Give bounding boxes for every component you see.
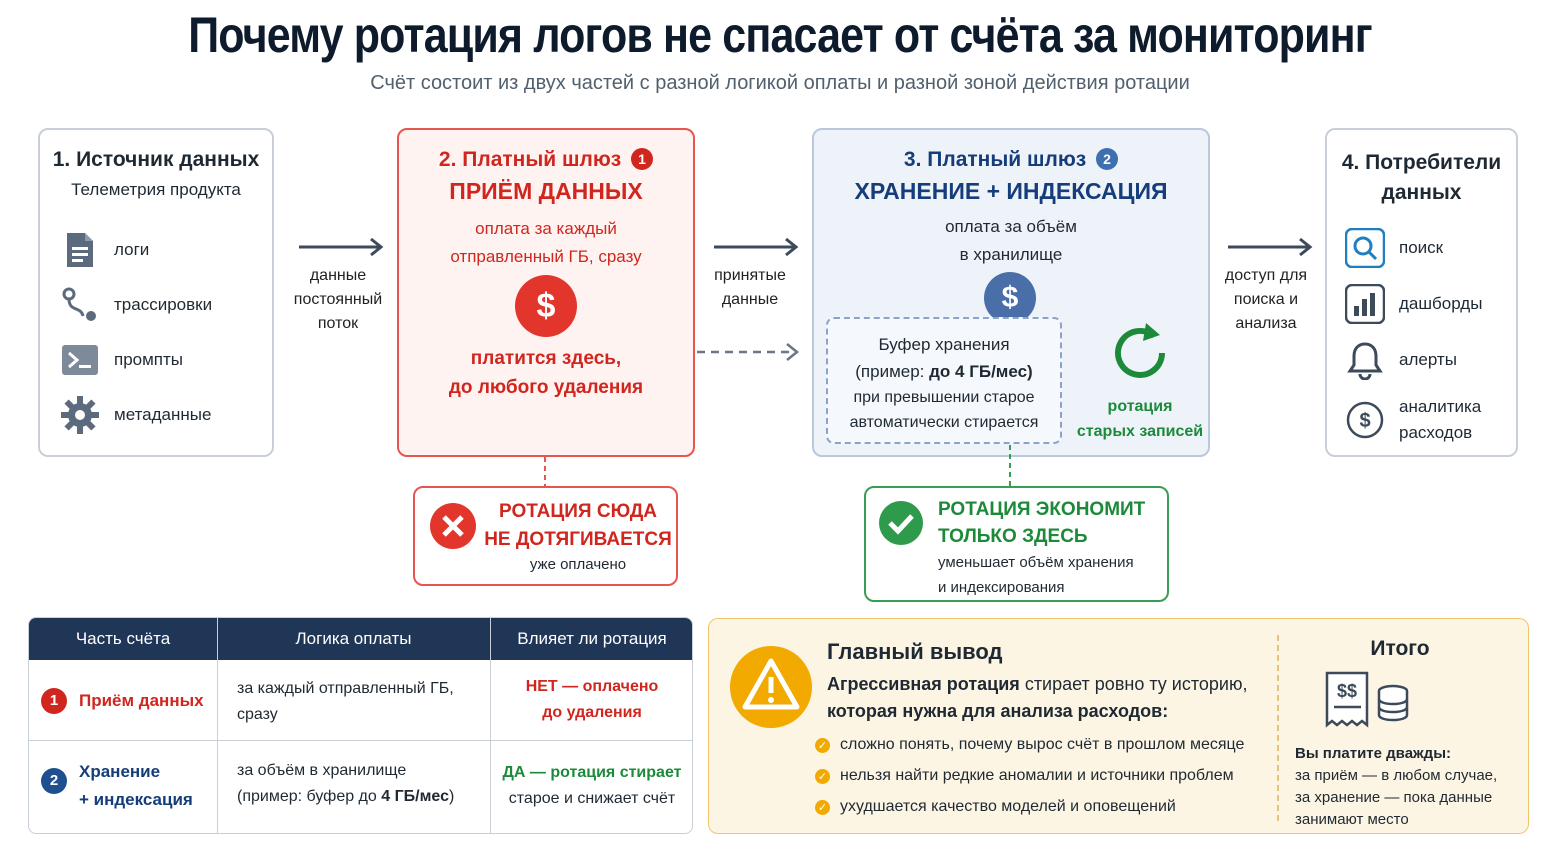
arrow-right-icon (297, 235, 387, 259)
document-icon (60, 230, 100, 270)
row-logic-pre: (пример: буфер до (237, 788, 382, 805)
buffer-example-bold: до 4 ГБ/мес) (929, 362, 1033, 381)
total-title: Итого (1370, 637, 1430, 660)
rotation-label-line: ротация (1107, 398, 1173, 415)
billing-table (28, 617, 693, 834)
source-item-label: логи (114, 240, 150, 259)
source-item-label: метаданные (114, 405, 212, 424)
dashed-connector (1005, 445, 1015, 487)
consumer-item-alerts (1345, 340, 1457, 380)
gear-icon (60, 395, 100, 435)
rotation-no-effect-box (413, 486, 678, 586)
buffer-line: при превышении старое (853, 389, 1035, 406)
consumer-item-label: дашборды (1399, 294, 1483, 313)
buffer-text (828, 331, 1060, 435)
summary-bullet-text: ухудшается качество моделей и оповещений (840, 798, 1176, 815)
summary-bullet (815, 798, 1176, 816)
gate1-badge: 1 (631, 148, 653, 170)
summary-title: Главный вывод (827, 639, 1003, 664)
source-box (38, 128, 274, 457)
arrow1-line: данные (309, 267, 367, 284)
page-subtitle: Счёт состоит из двух частей с разной логикой оплаты и разной зоной действия ротации (370, 72, 1190, 94)
warn-text (483, 498, 673, 554)
arrow-right-icon (712, 235, 802, 259)
warn-line: РОТАЦИЯ СЮДА (499, 501, 657, 522)
gate2-desc (814, 213, 1208, 269)
gate1-box (397, 128, 695, 457)
row-logic-line: за каждый отправленный ГБ, (237, 680, 454, 697)
row-effect-line: до удаления (542, 704, 642, 721)
consumer-item-search (1345, 228, 1443, 268)
row-logic-line: сразу (237, 706, 278, 723)
row-part (79, 758, 193, 814)
gate1-pay (399, 344, 693, 402)
svg-text:$: $ (1359, 410, 1371, 432)
summary-lead-line: которая нужна для анализа расходов: (827, 701, 1169, 721)
consumer-item-label: поиск (1399, 238, 1444, 257)
gate2-title (814, 148, 1208, 172)
ok-note (938, 550, 1134, 600)
gate1-title (399, 148, 693, 172)
gate2-badge: 2 (1096, 148, 1118, 170)
total-line: за хранение — пока данные (1295, 789, 1493, 806)
source-item-prompts (60, 340, 183, 380)
rotation-label (1072, 394, 1208, 444)
consumers-title (1327, 148, 1516, 208)
source-item-metadata (60, 395, 211, 435)
row-part-line: + индексация (79, 790, 193, 809)
total-line: занимают место (1295, 811, 1409, 828)
arrow-right-icon (1226, 235, 1316, 259)
row-effect (490, 674, 693, 726)
total-line: за приём — в любом случае, (1295, 767, 1498, 784)
ok-text (938, 496, 1145, 550)
arrow1-label (285, 264, 391, 336)
trace-icon (60, 285, 100, 325)
summary-lead (827, 671, 1247, 725)
summary-bullet (815, 736, 1244, 754)
source-item-label: промпты (114, 350, 184, 369)
arrow1-line: постоянный (293, 291, 383, 308)
check-icon: ✓ (815, 800, 830, 815)
consumer-item-dashboards (1345, 284, 1482, 324)
summary-box (708, 618, 1529, 834)
total-line: Вы платите дважды: (1295, 745, 1452, 762)
source-title: 1. Источник данных (52, 148, 260, 171)
source-item-label: трассировки (114, 295, 213, 314)
source-subtitle: Телеметрия продукта (71, 180, 241, 199)
rotation-saves-box (864, 486, 1169, 602)
check-icon: ✓ (815, 738, 830, 753)
source-item-logs (60, 230, 149, 270)
gate1-pay-line: платится здесь, (470, 348, 622, 369)
dollar-icon (1345, 400, 1385, 440)
row-number-badge: 1 (41, 688, 67, 714)
gate1-desc (399, 215, 693, 271)
terminal-icon (60, 340, 100, 380)
row-logic (237, 758, 454, 810)
warn-line: НЕ ДОТЯГИВАЕТСЯ (484, 529, 672, 550)
row-part-line: Хранение (79, 762, 161, 781)
check-icon (878, 500, 924, 546)
warn-note: уже оплачено (529, 556, 627, 573)
consumer-item-line: аналитика (1399, 397, 1482, 416)
row-number-badge: 2 (41, 768, 67, 794)
buffer-title: Буфер хранения (878, 335, 1010, 354)
dashed-connector (540, 457, 550, 487)
row-part: Приём данных (79, 691, 204, 710)
row-logic-line (237, 784, 454, 810)
gate2-desc-line: оплата за объём (945, 217, 1077, 236)
total-text (1295, 743, 1497, 831)
bell-icon (1345, 340, 1385, 380)
row-logic-bold: 4 ГБ/мес (381, 788, 450, 805)
storage-buffer (826, 317, 1062, 444)
arrow1-line: поток (317, 315, 359, 332)
arrow3-line: доступ для (1224, 267, 1308, 284)
buffer-example (828, 358, 1060, 385)
table-header-cell: Влияет ли ротация (517, 629, 667, 648)
summary-lead-line (827, 671, 1247, 698)
invoice-icon (1321, 669, 1417, 733)
row-logic-line: за объём в хранилище (237, 762, 407, 779)
cross-icon (429, 502, 477, 550)
buffer-example-pre: (пример: (855, 362, 930, 381)
row-logic-post: ) (449, 788, 455, 805)
consumers-box (1325, 128, 1518, 457)
arrow2-line: принятые (714, 267, 786, 284)
gate1-desc-line: оплата за каждый (475, 219, 617, 238)
arrow3-line: анализа (1235, 315, 1297, 332)
check-icon: ✓ (815, 769, 830, 784)
gate1-title-text: 2. Платный шлюз (438, 148, 622, 171)
consumer-item-cost-analytics (1345, 394, 1481, 446)
summary-bullet-text: сложно понять, почему вырос счёт в прошлом месяце (840, 736, 1245, 753)
summary-bullet (815, 767, 1234, 785)
invoice-dollars: $$ (1336, 681, 1358, 701)
page-title: Почему ротация логов не спасает от счёта за мониторинг (188, 7, 1372, 63)
rotation-icon (1102, 315, 1178, 391)
ok-note-line: уменьшает объём хранения (938, 554, 1134, 571)
dollar-coin-icon: $ (984, 272, 1036, 324)
warning-icon (729, 645, 813, 729)
gate2-desc-line: в хранилище (959, 245, 1063, 264)
ok-line: ТОЛЬКО ЗДЕСЬ (938, 526, 1088, 547)
summary-lead-bold: Агрессивная ротация (827, 674, 1020, 694)
dollar-coin-icon: $ (515, 275, 577, 337)
table-header-cell: Логика оплаты (295, 629, 412, 648)
gate1-heading: ПРИЁМ ДАННЫХ (449, 178, 643, 204)
gate2-heading: ХРАНЕНИЕ + ИНДЕКСАЦИЯ (854, 178, 1168, 204)
table-header-cell: Часть счёта (75, 629, 171, 648)
gate1-desc-line: отправленный ГБ, сразу (450, 247, 642, 266)
consumer-item-line: расходов (1399, 423, 1473, 442)
consumer-item-label: алерты (1399, 350, 1457, 369)
row-effect-line: старое и снижает счёт (508, 790, 676, 807)
row-logic (237, 676, 454, 728)
row-effect-line: НЕТ — оплачено (525, 678, 659, 695)
arrow2-line: данные (721, 291, 779, 308)
arrow2-label (700, 264, 800, 312)
consumer-item-label (1399, 394, 1481, 446)
dashed-arrow-icon (695, 340, 805, 364)
row-effect (490, 760, 693, 812)
dashboard-icon (1345, 284, 1385, 324)
rotation-label-line: старых записей (1076, 423, 1204, 440)
summary-bullet-text: нельзя найти редкие аномалии и источники проблем (840, 767, 1234, 784)
arrow3-label (1214, 264, 1318, 336)
consumers-title-line: данных (1381, 181, 1462, 204)
ok-note-line: и индексирования (938, 579, 1065, 596)
summary-lead-rest: стирает ровно ту историю, (1019, 674, 1248, 694)
gate1-pay-line: до любого удаления (448, 377, 644, 398)
ok-line: РОТАЦИЯ ЭКОНОМИТ (938, 499, 1146, 520)
source-item-traces (60, 285, 212, 325)
consumers-title-line: 4. Потребители (1341, 151, 1502, 174)
divider (1277, 635, 1279, 821)
gate2-title-text: 3. Платный шлюз (903, 148, 1087, 171)
row-effect-line: ДА — ротация стирает (502, 764, 682, 781)
buffer-line: автоматически стирается (849, 414, 1039, 431)
search-icon (1345, 228, 1385, 268)
arrow3-line: поиска и (1233, 291, 1299, 308)
